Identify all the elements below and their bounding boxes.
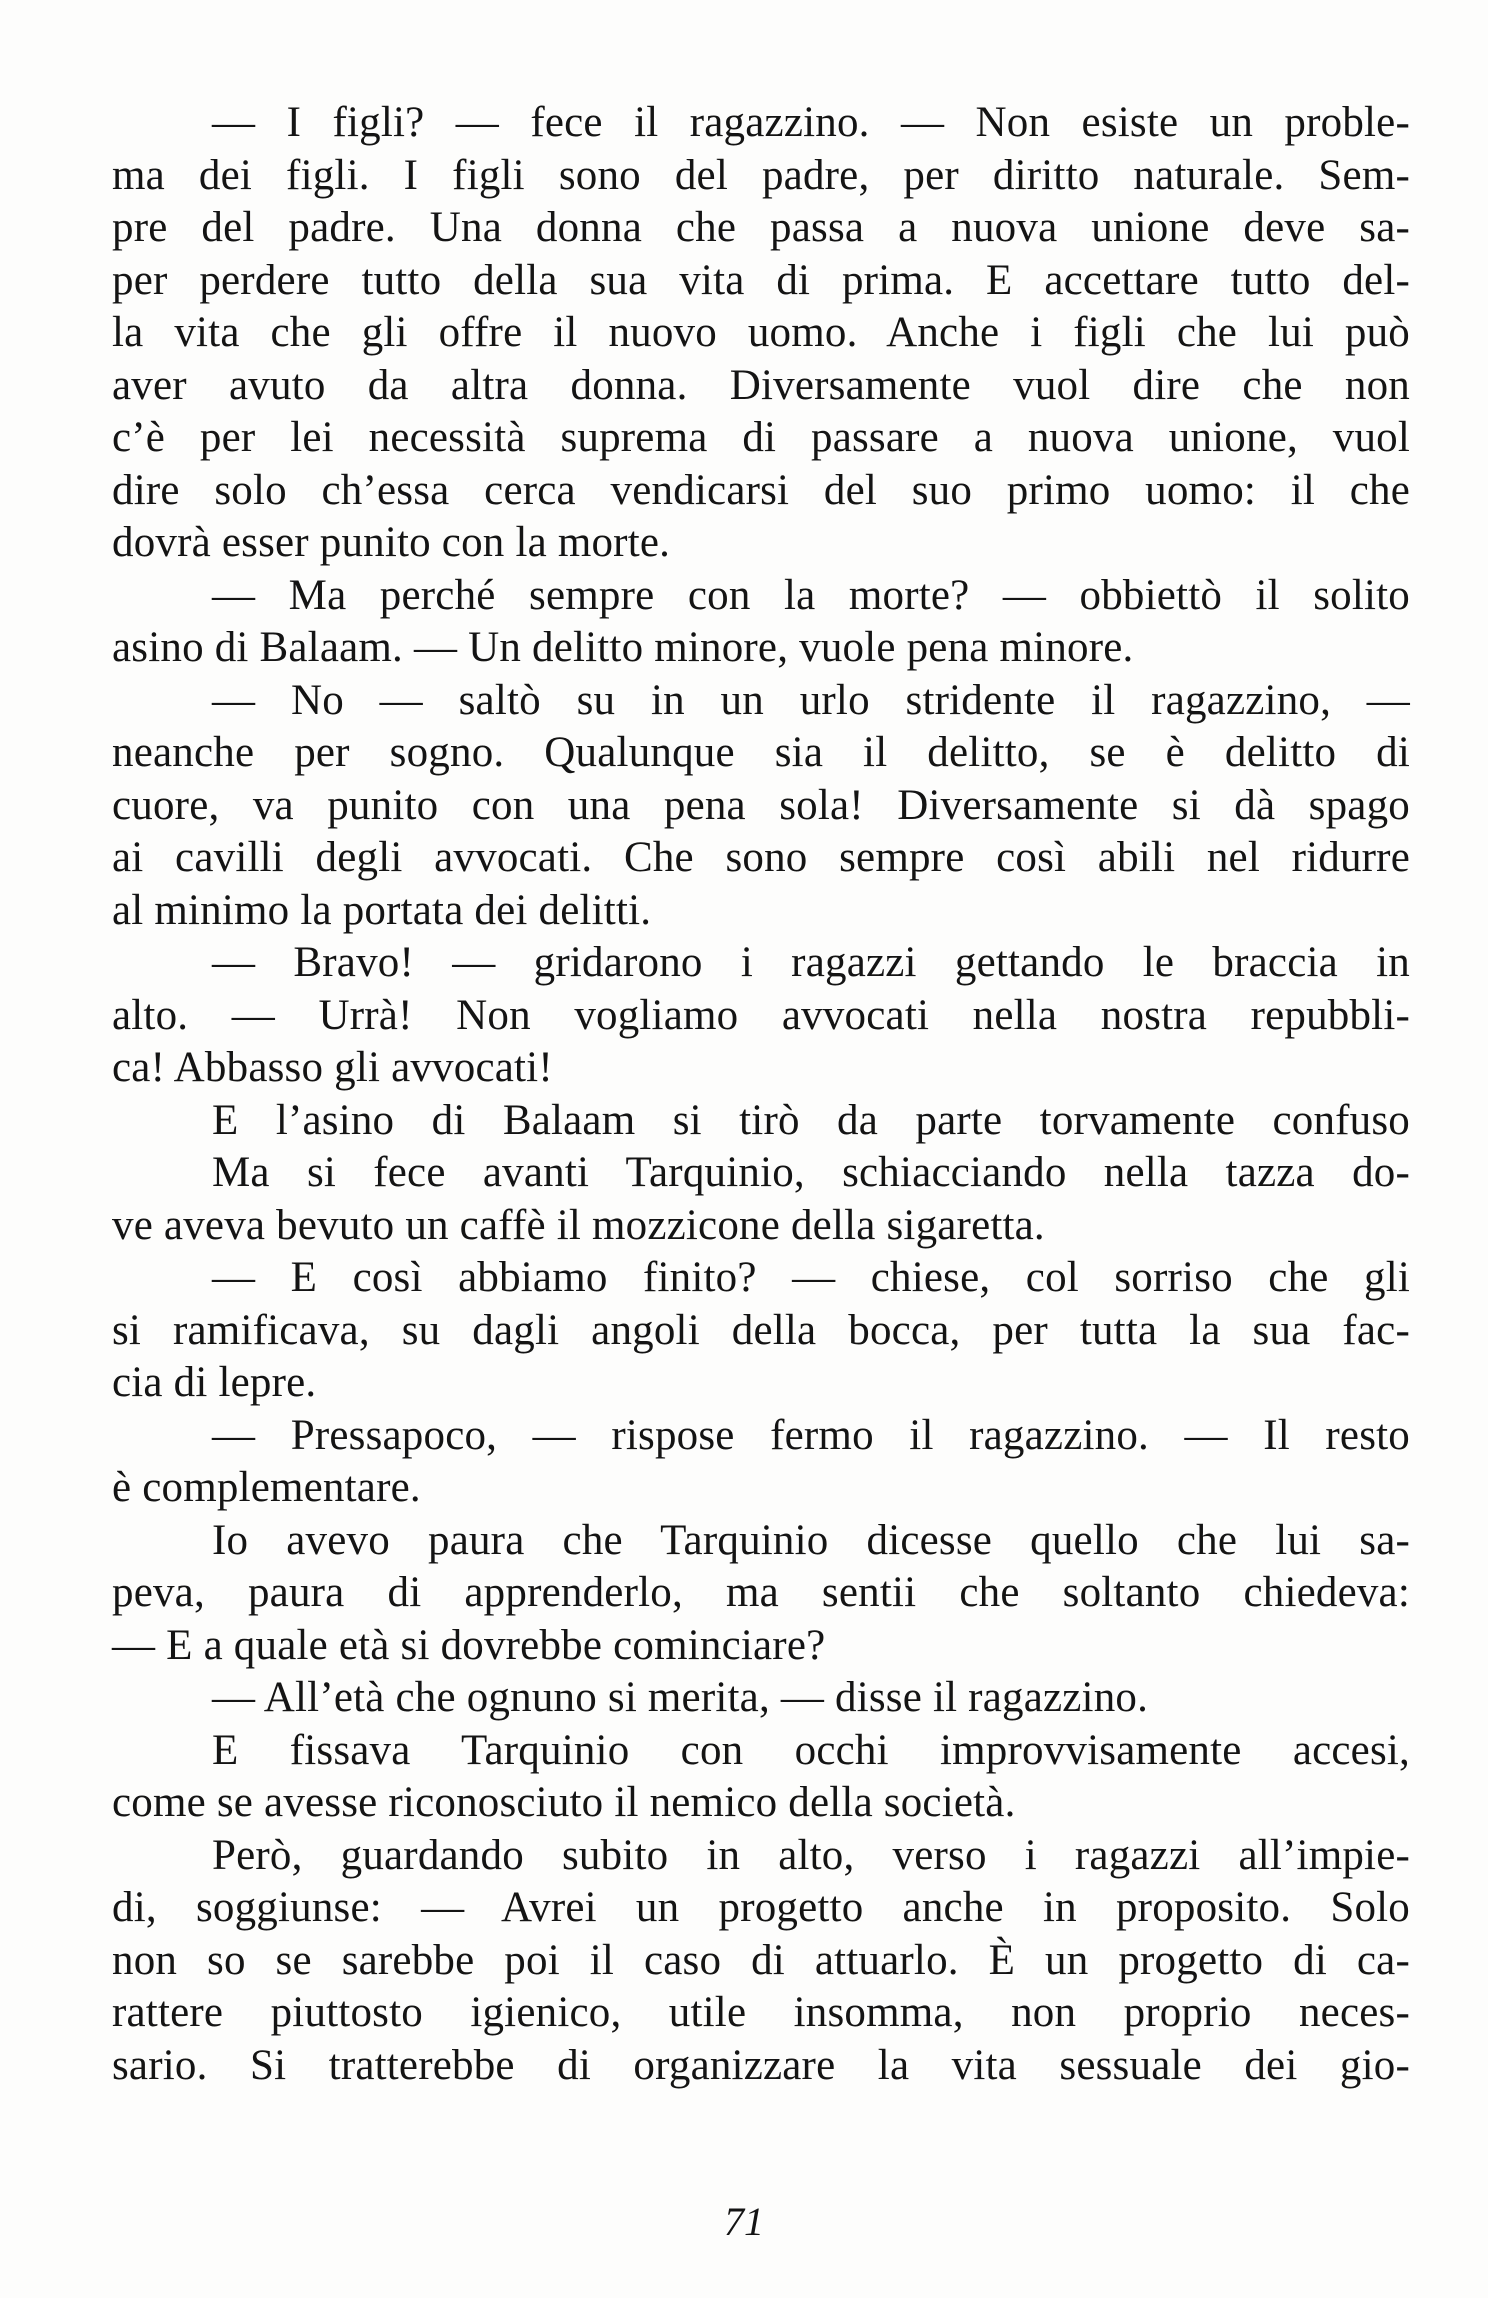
text-line: per perdere tutto della sua vita di prima. E accettare tutto del- <box>112 256 1410 304</box>
text-line: Ma si fece avanti Tarquinio, schiacciando nella tazza do- <box>212 1149 1410 1196</box>
text-line: aver avuto da altra donna. Diversamente vuol dire che non <box>112 361 1410 409</box>
text-line: E l’asino di Balaam si tirò da parte torvamente confuso <box>212 1096 1410 1144</box>
text-line: Io avevo paura che Tarquinio dicesse quello che lui sa- <box>212 1516 1410 1564</box>
body-text <box>112 97 1410 2092</box>
text-line: non so se sarebbe poi il caso di attuarlo. È un progetto di ca- <box>112 1936 1410 1984</box>
page-number: 71 <box>724 2199 764 2244</box>
text-line: ma dei figli. I figli sono del padre, per diritto naturale. Sem- <box>112 151 1410 199</box>
text-line: ca! Abbasso gli avvocati! <box>112 1044 553 1091</box>
text-line: — Ma perché sempre con la morte? — obbiettò il solito <box>212 571 1410 619</box>
text-line: alto. — Urrà! Non vogliamo avvocati nella nostra repubbli- <box>112 991 1410 1039</box>
text-line: dovrà esser punito con la morte. <box>112 519 671 566</box>
text-line: sario. Si tratterebbe di organizzare la vita sessuale dei gio- <box>112 2041 1410 2089</box>
text-line: pre del padre. Una donna che passa a nuova unione deve sa- <box>112 204 1410 251</box>
text-line: di, soggiunse: — Avrei un progetto anche in proposito. Solo <box>112 1884 1410 1931</box>
text-line: neanche per sogno. Qualunque sia il delitto, se è delitto di <box>112 729 1410 776</box>
text-line: ve aveva bevuto un caffè il mozzicone della sigaretta. <box>112 1201 1045 1249</box>
text-line: — No — saltò su in un urlo stridente il ragazzino, — <box>212 676 1410 724</box>
text-line: rattere piuttosto igienico, utile insomma, non proprio neces- <box>112 1989 1410 2036</box>
text-line: — E così abbiamo finito? — chiese, col sorriso che gli <box>212 1254 1410 1301</box>
text-line: — Pressapoco, — rispose fermo il ragazzino. — Il resto <box>212 1411 1410 1459</box>
text-line: è complementare. <box>112 1464 421 1511</box>
text-line: dire solo ch’essa cerca vendicarsi del suo primo uomo: il che <box>112 466 1410 514</box>
text-line: si ramificava, su dagli angoli della bocca, per tutta la sua fac- <box>112 1306 1410 1354</box>
text-line: ai cavilli degli avvocati. Che sono sempre così abili nel ridurre <box>112 834 1410 881</box>
text-line: — Bravo! — gridarono i ragazzi gettando le braccia in <box>212 939 1410 986</box>
text-line: c’è per lei necessità suprema di passare a nuova unione, vuol <box>112 414 1410 461</box>
text-line: — All’età che ognuno si merita, — disse il ragazzino. <box>212 1674 1149 1721</box>
text-line: E fissava Tarquinio con occhi improvvisamente accesi, <box>212 1726 1410 1774</box>
text-line: — E a quale età si dovrebbe cominciare? <box>112 1621 826 1669</box>
text-line: al minimo la portata dei delitti. <box>112 886 652 934</box>
text-line: cuore, va punito con una pena sola! Diversamente si dà spago <box>112 781 1410 829</box>
text-line: — I figli? — fece il ragazzino. — Non esiste un proble- <box>212 99 1410 146</box>
text-line: asino di Balaam. — Un delitto minore, vuole pena minore. <box>112 624 1134 671</box>
text-line: la vita che gli offre il nuovo uomo. Anche i figli che lui può <box>112 309 1410 356</box>
text-line: cia di lepre. <box>112 1359 317 1406</box>
text-line: Però, guardando subito in alto, verso i ragazzi all’impie- <box>212 1831 1410 1879</box>
text-line: peva, paura di apprenderlo, ma sentii che soltanto chiedeva: <box>112 1569 1410 1616</box>
text-line: come se avesse riconosciuto il nemico della società. <box>112 1779 1016 1826</box>
